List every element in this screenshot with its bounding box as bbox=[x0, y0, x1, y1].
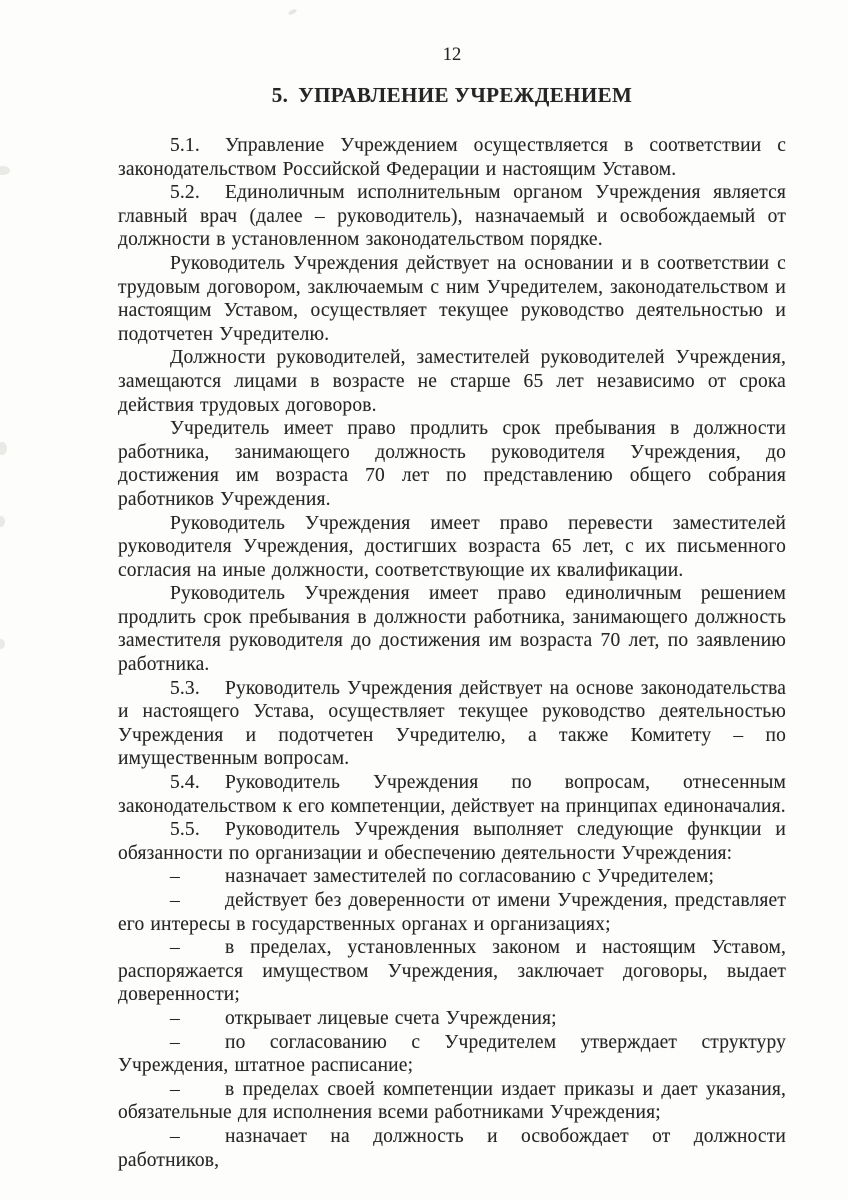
paragraph-number: 5.5. bbox=[170, 819, 200, 841]
paragraph: 5.5. Руководитель Учреждения выполняет следующие функции и обязанности по организации и обеспечению деятельности Учреждения: bbox=[118, 819, 786, 864]
section-heading bbox=[118, 82, 786, 108]
list-item: – в пределах, установленных законом и настоящим Уставом, распоряжается имуществом Учреждения, заключает договоры, выдает доверенности; bbox=[118, 937, 786, 1006]
scan-speck bbox=[0, 166, 10, 175]
dash-marker: – bbox=[170, 1125, 180, 1147]
list-item: – в пределах своей компетенции издает приказы и дает указания, обязательные для исполнения всеми работниками Учреждения; bbox=[118, 1078, 786, 1124]
paragraph: 5.4. Руководитель Учреждения по вопросам, отнесенным законодательством к его компетенции, действует на принципах единоначалия. bbox=[118, 772, 786, 817]
list-item: – назначает заместителей по согласованию с Учредителем; bbox=[170, 866, 715, 888]
paragraph: 5.1. Управление Учреждением осуществляется в соответствии с законодательством Российской Федерации и настоящим Уставом. bbox=[118, 135, 786, 180]
scan-speck bbox=[288, 8, 298, 15]
paragraph-number: 5.2. bbox=[170, 182, 200, 204]
paragraph: Руководитель Учреждения имеет право единоличным решением продлить срок пребывания в должности работника, занимающего должность заместителя руководителя до достижения им возраста 70 лет, по заявлению работника. bbox=[118, 583, 786, 676]
dash-marker: – bbox=[170, 1031, 180, 1053]
page-number: 12 bbox=[442, 45, 462, 65]
list-item: – действует без доверенности от имени Учреждения, представляет его интересы в государственных органах и организациях; bbox=[118, 890, 786, 935]
document-body bbox=[118, 134, 786, 1172]
list-item: – назначает на должность и освобождает от должности работников, bbox=[118, 1125, 786, 1171]
dash-marker: – bbox=[170, 866, 180, 888]
section-heading-number: 5. bbox=[271, 83, 289, 107]
section-heading-text: УПРАВЛЕНИЕ УЧРЕЖДЕНИЕМ bbox=[298, 83, 633, 107]
scan-speck bbox=[0, 516, 5, 527]
scan-speck bbox=[0, 442, 7, 455]
list-item: – по согласованию с Учредителем утверждает структуру Учреждения, штатное расписание; bbox=[118, 1031, 786, 1077]
dash-marker: – bbox=[170, 1007, 180, 1029]
dash-marker: – bbox=[170, 937, 180, 959]
dash-marker: – bbox=[170, 1078, 180, 1100]
paragraph-number: 5.1. bbox=[170, 135, 200, 156]
list-item: – открывает лицевые счета Учреждения; bbox=[170, 1007, 557, 1029]
paragraph: 5.3. Руководитель Учреждения действует на основе законодательства и настоящего Устава, осуществляет текущее руководство деятельностью Учреждения и подотчетен Учредителю, а также Комитету – по имущественным вопросам. bbox=[118, 677, 786, 770]
paragraph-number: 5.3. bbox=[170, 677, 200, 699]
paragraph-number: 5.4. bbox=[170, 772, 200, 794]
paragraph: Руководитель Учреждения имеет право перевести заместителей руководителя Учреждения, достигших возраста 65 лет, с их письменного согласия на иные должности, соответствующие их квалификации. bbox=[118, 512, 786, 581]
scan-speck bbox=[0, 639, 5, 649]
paragraph: Должности руководителей, заместителей руководителей Учреждения, замещаются лицами в возрасте не старше 65 лет независимо от срока действия трудовых договоров. bbox=[118, 347, 786, 416]
paragraph: 5.2. Единоличным исполнительным органом Учреждения является главный врач (далее – руководитель), назначаемый и освобождаемый от должности в установленном законодательством порядке. bbox=[118, 182, 786, 251]
dash-marker: – bbox=[170, 890, 180, 911]
paragraph: Учредитель имеет право продлить срок пребывания в должности работника, занимающего должность руководителя Учреждения, до достижения им возраста 70 лет по представлению общего собрания работников Учреждения. bbox=[118, 418, 786, 510]
paragraph: Руководитель Учреждения действует на основании и в соответствии с трудовым договором, заключаемым с ним Учредителем, законодательством и настоящим Уставом, осуществляет текущее руководство деятельностью и подотчетен Учредителю. bbox=[118, 252, 786, 345]
